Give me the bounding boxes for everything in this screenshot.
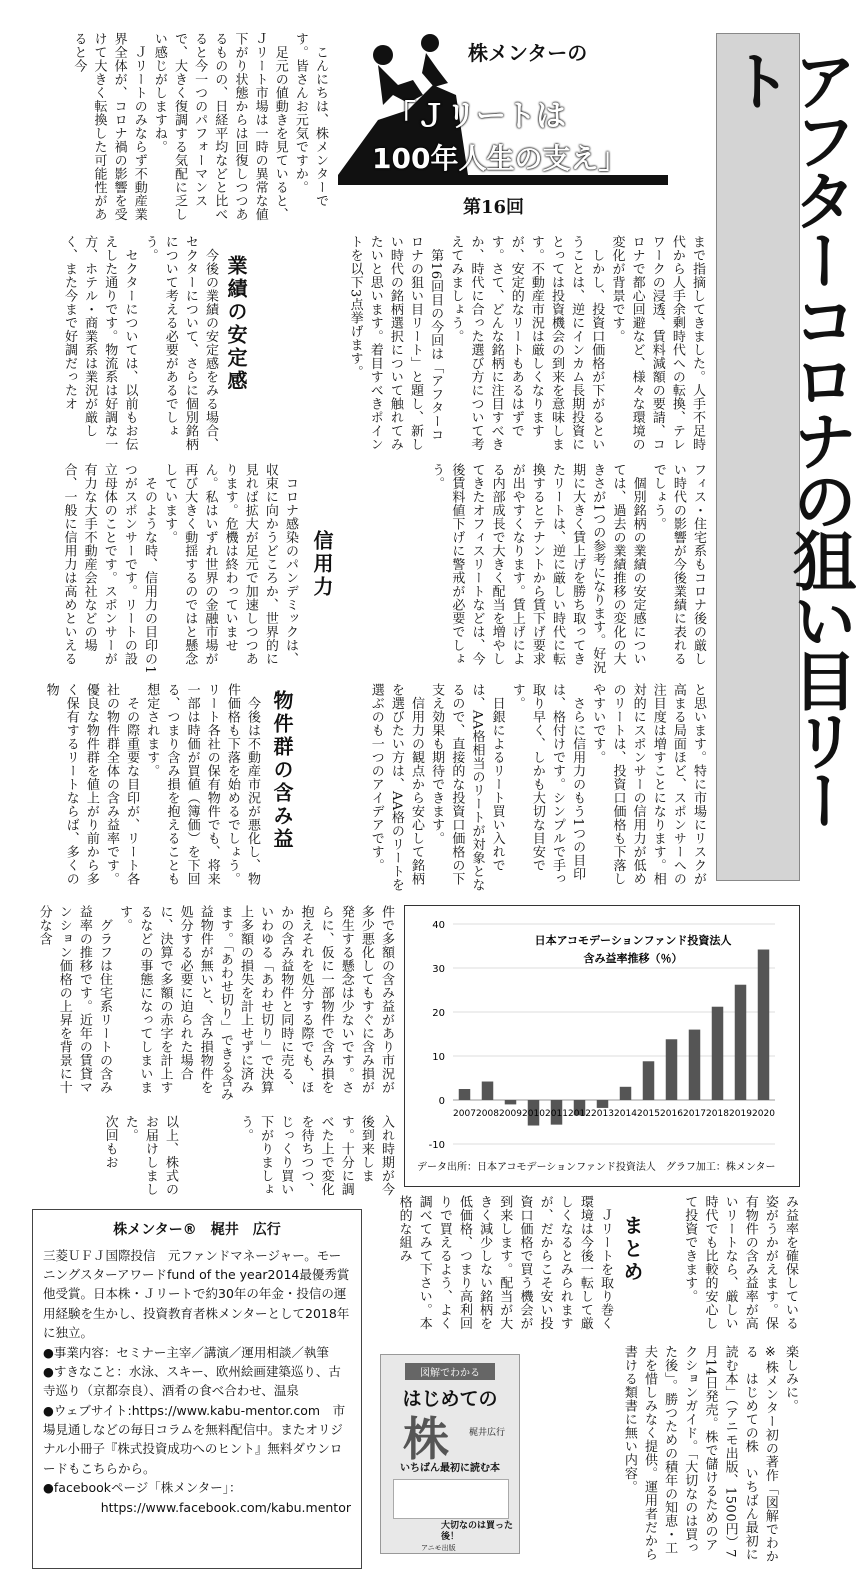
chart-xtick-label: 2013 <box>591 1109 614 1119</box>
series-line2: 100年人生の支え」 <box>372 142 627 175</box>
chart-ytick-label: -10 <box>428 1140 445 1151</box>
column-intro: こんにちは、株メンターです。皆さんお元気ですか。 足元の値動きを見ていると、Ｊリート市場は一時の異常な値下がり状態からは回復しつつあるものの、日経平均などと比べると今一つのパフォーマンスで、大きく復調する気配に乏しい感じがしますね。 Ｊリートのみならず不動産業界全体が、コロナ禍の影響を受けて大きく転換した可能性があると今 <box>71 32 328 221</box>
article-title-bar <box>716 33 856 881</box>
chart-xtick-label: 2019 <box>729 1109 752 1119</box>
chart-box <box>404 905 800 1187</box>
series-header <box>338 25 678 225</box>
profile-likes: ●すきなこと：水泳、スキー、欧州絵画建築巡り、古寺巡り（京都奈良）、酒肴の食べ合わせ、温泉 <box>43 1363 341 1399</box>
chart-xtick-label: 2011 <box>545 1109 568 1119</box>
profile-facebook: ●facebookページ「株メンター」： <box>43 1480 242 1496</box>
column-gains-2: 件で多額の含み益があり市況が多少悪化してもすぐに含み損が発生する懸念は少ないです。さらに、仮に一部物件で含み損を抱えそれを処分する際でも、ほかの含み益物件と同時に売る、いわゆる「あわせ切り」で決算上多額の損失を計上せずに済みます。「あわせ切り」できる含み益物件が無いと、含み損物件を処分する必要に迫られた場合に、決算で多額の赤字を計上するなどの事態になってしまいます。 グラフは住宅系リートの含み益率の推移です。近年の賃貸マンション価格の上昇を背景に十分な含 <box>36 905 394 1101</box>
chart-bar <box>666 1039 678 1100</box>
column-credit-2: と思います。特に市場にリスクが高まる局面ほど、スポンサーへの注目度は増すことになります。相対的にスポンサーの信用力が低めのリートは、投資口価格も下落しやすいです。 さらに信用力のもう1つの目印は、格付けです。シンプルで手っ取り早く、しかも大切な目安です。 日銀によるリート買い入れでは、AA格相当のリートが対象となるので、直接的な投資口価格の下支え効果も期待できます。 信用力の観点から安心して銘柄を選びたい方は、AA格のリートを選ぶのも一つのアイデアです。 <box>368 683 706 892</box>
chart-bar <box>643 1061 655 1100</box>
profile-facebook-url: https://www.facebook.com/kabu.mentor <box>100 1499 351 1515</box>
chart-bar <box>597 1100 609 1108</box>
chart-ytick-label: 40 <box>432 920 445 931</box>
series-line1: 「Ｊリートは <box>386 99 566 134</box>
chart-bar <box>758 950 770 1100</box>
column-book-promo: 楽しみに。 ※株メンター初の著作「図解でわかる はじめての株 いちばん最初に読む本」（アニモ出版、1500円）7月14日発売。株で儲けるためのアクションガイド。「大切なのは買った後」。勝つための積年の知恵・工夫を惜しみなく提供。運用者だから書ける類書に無い内容。 <box>621 1345 798 1563</box>
chart-xtick-label: 2009 <box>499 1109 522 1119</box>
heading-credit: 信用力 <box>310 530 334 599</box>
column-credit-1: コロナ感染のパンデミックは、収束に向かうどころか、世界的に見れば拡大が足元で加速しつつあります。危機は終わっていません。私はいずれ世界の金融市場が再び大きく動揺するのではと懸念しています。 そのような時、信用力の目印の1つがスポンサーです。リートの設立母体のことです。スポンサーが有力な大手不動産会社などの場合、一般に信用力は高めといえる <box>61 463 298 675</box>
column-background: まで指摘してきました。人手不足時代から人手余剰時代への転換、テレワークの浸透、賃料減額の要請、コロナで都心回避など、様々な環境の変化が背景です。 しかし、投資口価格が下がるということは、逆にインカム長期投資にとっては投資機会の到来を意味します。不動産市況は厳しくなりますが、安定的なリートもあるはずです。さて、どんな銘柄に注目すべきか、時代に合った選び方について考えてみましょう。 第16回目の今回は「アフターコロナの狙い目リート」と題し、新しい時代の銘柄選択について触れてみたいと思います。着目すべきポイントを以下3点挙げます。 <box>347 235 705 451</box>
chart-bar <box>712 1007 724 1100</box>
column-gains-1: 今後は不動産市況が悪化し、物件価格も下落を始めるでしょう。リート各社の保有物件でも、将来一部は時価が買値（簿価）を下回る、つまり含み損を抱えることも想定されます。 その際重要な目印が、リート各社の物件群全体の含み益率です。優良な物件群を値上がり前から多く保有するリートならば、多くの物 <box>43 683 260 886</box>
profile-business: ●事業内容：セミナー主宰／講演／運用相談／執筆 <box>43 1344 329 1360</box>
book-badge: 大切なのは買った後！ <box>441 1521 514 1542</box>
chart-xtick-label: 2016 <box>660 1109 683 1119</box>
chart-bar <box>620 1087 632 1100</box>
chart-ytick-label: 20 <box>432 1008 445 1019</box>
chart-subtitle: 含み益率推移（％） <box>583 952 683 965</box>
chart-bar <box>735 985 747 1100</box>
chart-ytick-label: 30 <box>432 964 445 975</box>
chart-xtick-label: 2015 <box>637 1109 660 1119</box>
profile-website: ●ウェブサイト:https://www.kabu-mentor.com 市場見通しなどの毎日コラムを無料配信中。またオリジナル小冊子『株式投資成功へのヒント』無料ダウンロードもこちらから。 <box>43 1402 346 1476</box>
heading-unrealized-gains: 物件群の含み益 <box>270 690 294 851</box>
series-brand: 株メンターの <box>468 41 588 65</box>
column-summary: Ｊリートを取り巻く環境は今後一転して厳しくなるとみられますが、だからこそ安い投資口価格で買う機会が到来します。配当が大きく減少しない銘柄を低価格、つまり高利回りで買えるよう、よく調べてみて下さい。本格的な組み <box>396 1195 613 1330</box>
chart-xtick-label: 2018 <box>706 1109 729 1119</box>
series-episode: 第16回 <box>463 197 525 218</box>
chart-source: データ出所：日本アコモデーションファンド投資法人 グラフ加工：株メンター <box>417 1162 776 1173</box>
book-author: 梶井広行 <box>469 1428 506 1438</box>
profile-bio: 三菱ＵＦＪ国際投信 元ファンドマネージャー。モーニングスターアワードfund of the year2014最優秀賞他受賞。日本株・Ｊリートで約30年の年金・投信の運用経験を生かし、投資教育者株メンターとして2018年に独立。 <box>43 1247 350 1341</box>
book-subtitle: いちばん最初に読む本 <box>400 1463 500 1474</box>
chart-bar <box>482 1082 494 1100</box>
column-earnings-2: フィス・住宅系もコロナ後の厳しい時代の影響が今後業績に表れるでしょう。 個別銘柄の業績の安定感については、過去の業績推移の変化の大きさが1つの参考になります。好況期に大きく賃上げを勝ち取ってきたリートは、逆に厳しい時代に転換するとテナントから賃下げ要求が出やすくなります。賃上げによる内部成長で大きく配当を増やしてきたオフィスリートなどは、今後賃料値下げに警戒が必要でしょう。 <box>429 463 706 675</box>
chart-ytick-label: 10 <box>432 1052 445 1063</box>
book-title-2: 株 <box>403 1412 449 1466</box>
chart-xtick-label: 2020 <box>752 1109 775 1119</box>
chart-xtick-label: 2007 <box>453 1109 476 1119</box>
column-closing: 以上、株式のお届けしました。 次回もお <box>102 1115 178 1196</box>
author-profile <box>32 1209 362 1569</box>
book-top-label: 図解でわかる <box>405 1363 495 1380</box>
chart-bar <box>505 1100 517 1104</box>
bar-chart <box>405 906 799 1186</box>
chart-xtick-label: 2014 <box>614 1109 637 1119</box>
column-earnings-1: 今後の業績の安定感をみる場合、セクターについて、さらに個別銘柄について考える必要があるでしょう。 セクターについては、以前もお伝えした通りです。物流系は好調な一方、ホテル・商業系は業況が厳しく、また今まで好調だったオ <box>62 235 218 451</box>
book-title-1: はじめての <box>402 1388 498 1410</box>
chart-xtick-label: 2017 <box>683 1109 706 1119</box>
book-publisher: アニモ出版 <box>421 1544 456 1552</box>
chart-xtick-label: 2008 <box>476 1109 499 1119</box>
profile-name: 株メンター® 梶井 広行 <box>113 1222 281 1238</box>
book-cover <box>380 1354 520 1554</box>
chart-ytick-label: 0 <box>438 1096 445 1107</box>
article-title: アフターコロナの狙い目リート <box>718 48 856 828</box>
chart-bar <box>689 1030 701 1100</box>
heading-summary: まとめ <box>620 1215 644 1284</box>
chart-title: 日本アコモデーションファンド投資法人 <box>534 934 732 947</box>
heading-earnings-stability: 業績の安定感 <box>224 255 248 393</box>
chart-xtick-label: 2012 <box>568 1109 591 1119</box>
chart-xtick-label: 2010 <box>522 1109 545 1119</box>
column-gains-4: み益率を確保している姿がうかがえます。保有物件の含み益率が高いリートなら、厳しい時代でも比較的安心して投資できます。 <box>682 1195 798 1330</box>
column-gains-3: 入れ時期が今後到来します。十分に調べた上で変化を待ちつつ、じっくり買い下がりましょう。 <box>238 1115 394 1196</box>
book-decoration <box>393 1479 509 1519</box>
chart-bar <box>459 1089 471 1100</box>
